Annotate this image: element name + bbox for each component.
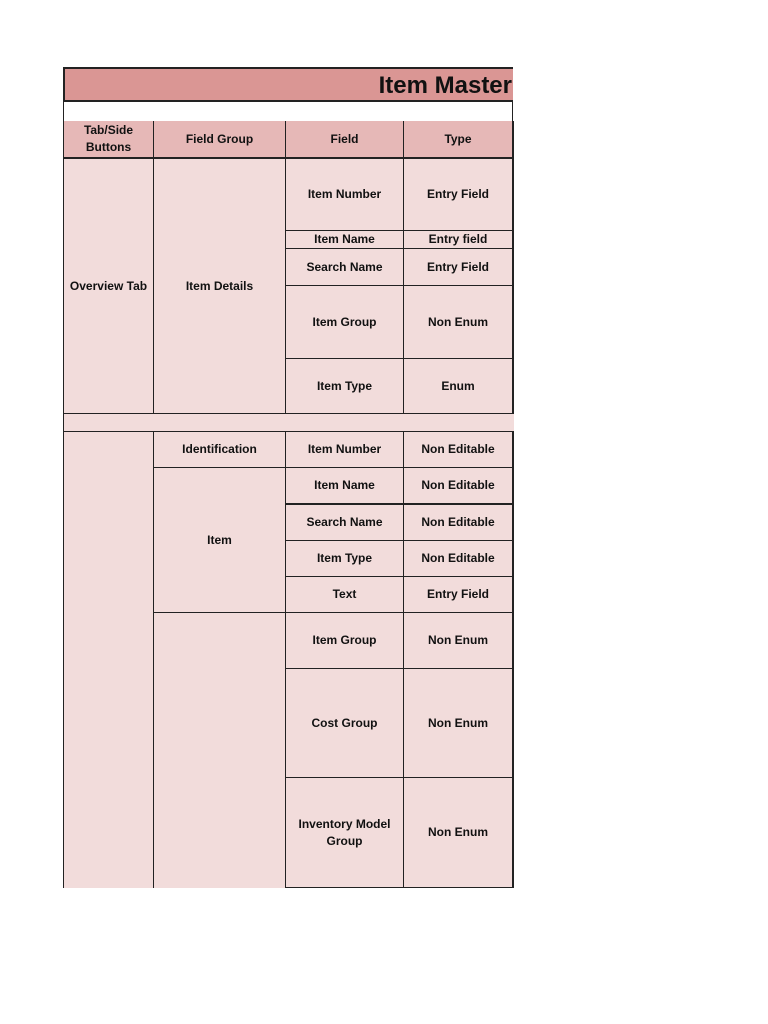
- type-cell: Non Enum: [404, 286, 514, 359]
- header-field: Field: [286, 121, 404, 159]
- type-cell: Entry Field: [404, 159, 514, 231]
- header-tab-side-buttons: Tab/Side Buttons: [63, 121, 154, 159]
- type-cell: Non Editable: [404, 432, 514, 468]
- type-cell: Entry field: [404, 231, 514, 249]
- separator-row: [63, 414, 514, 432]
- field-cell: Item Group: [286, 613, 404, 669]
- field-cell: Item Type: [286, 541, 404, 577]
- field-cell: Item Name: [286, 468, 404, 505]
- type-cell: Entry Field: [404, 577, 514, 613]
- tab-blank: [63, 432, 154, 888]
- field-group-identification: Identification: [154, 432, 286, 468]
- header-type: Type: [404, 121, 514, 159]
- field-cell: Text: [286, 577, 404, 613]
- type-cell: Entry Field: [404, 249, 514, 286]
- type-cell: Non Editable: [404, 468, 514, 505]
- field-cell: Cost Group: [286, 669, 404, 778]
- field-cell: Item Name: [286, 231, 404, 249]
- tab-overview: Overview Tab: [63, 159, 154, 414]
- spacer-row: [63, 102, 513, 122]
- type-cell: Non Enum: [404, 669, 514, 778]
- field-cell: Inventory Model Group: [286, 778, 404, 888]
- field-group-item: Item: [154, 468, 286, 613]
- field-cell: Search Name: [286, 249, 404, 286]
- field-group-blank: [154, 613, 286, 888]
- type-cell: Non Enum: [404, 778, 514, 888]
- type-cell: Enum: [404, 359, 514, 414]
- field-cell: Search Name: [286, 505, 404, 541]
- type-cell: Non Enum: [404, 613, 514, 669]
- field-cell: Item Number: [286, 159, 404, 231]
- field-group-item-details: Item Details: [154, 159, 286, 414]
- field-cell: Item Group: [286, 286, 404, 359]
- type-cell: Non Editable: [404, 505, 514, 541]
- header-field-group: Field Group: [154, 121, 286, 159]
- type-cell: Non Editable: [404, 541, 514, 577]
- field-cell: Item Type: [286, 359, 404, 414]
- field-cell: Item Number: [286, 432, 404, 468]
- sheet-title: Item Master: [63, 67, 513, 102]
